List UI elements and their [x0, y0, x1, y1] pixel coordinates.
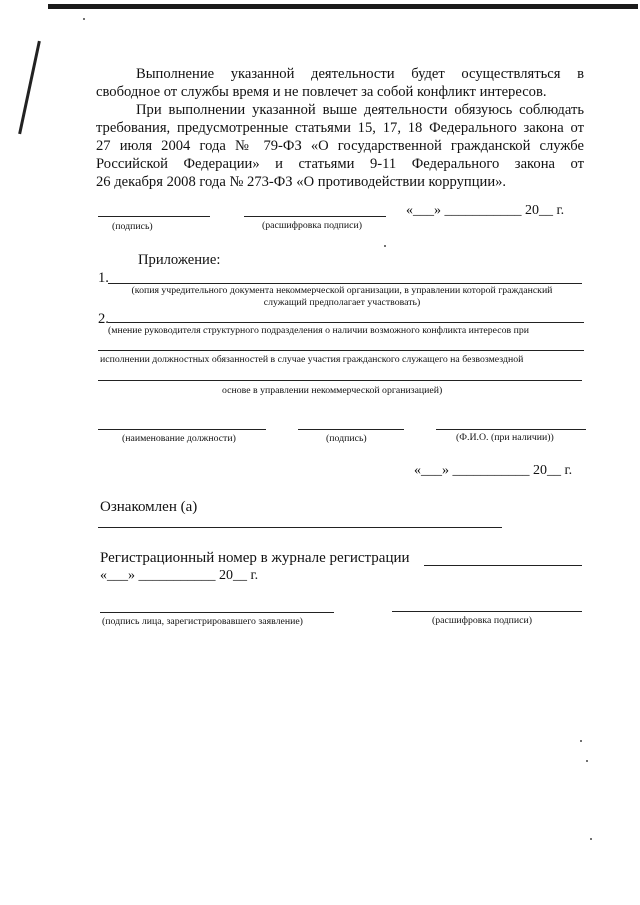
name-line[interactable] — [436, 429, 586, 430]
date-field[interactable]: «___» ___________ 20__ г. — [406, 203, 565, 218]
scan-speck — [384, 245, 386, 247]
signature-line[interactable] — [298, 429, 404, 430]
paragraph-text: 26 декабря 2008 года № 273-ФЗ «О противодействии коррупции». — [96, 174, 507, 190]
paragraph-text: свободное от службы время и не повлечет за собой конфликт интересов. — [96, 84, 547, 100]
paragraph-text: При выполнении указанной выше деятельности обязуюсь соблюдать — [136, 102, 584, 118]
name-caption: (Ф.И.О. (при наличии)) — [456, 432, 554, 443]
signature-transcript-caption: (расшифровка подписи) — [262, 220, 363, 231]
paragraph-text: 27 июля 2004 года № 79-ФЗ «О государственной гражданской службе — [96, 138, 584, 154]
attachment-2-caption: основе в управлении некоммерческой организацией) — [222, 385, 443, 396]
signature-transcript-line[interactable] — [244, 216, 386, 217]
attachment-2-caption: (мнение руководителя структурного подразделения о наличии возможного конфликта интересов при — [108, 325, 529, 336]
scan-speck — [580, 740, 582, 742]
attachment-2-caption: исполнении должностных обязанностей в случае участия гражданского служащего на безвозмездной — [100, 354, 524, 365]
scan-top-edge — [48, 4, 638, 9]
attachment-2-line[interactable] — [98, 380, 582, 381]
signature-caption: (подпись) — [326, 433, 367, 444]
registration-label: Регистрационный номер в журнале регистрации — [100, 550, 410, 566]
paragraph-text: требования, предусмотренные статьями 15, 17, 18 Федерального закона от — [96, 120, 584, 136]
registrar-caption: (подпись лица, зарегистрировавшего заявление) — [102, 616, 303, 627]
acknowledged-line[interactable] — [98, 527, 502, 528]
scan-margin-mark — [18, 41, 41, 135]
registration-number-line[interactable] — [424, 565, 582, 566]
paragraph-text: Российской Федерации» и статьями 9-11 Федерального закона от — [96, 156, 584, 172]
signature-line[interactable] — [98, 216, 210, 217]
scan-speck — [590, 838, 592, 840]
registrar-signature-line[interactable] — [100, 612, 334, 613]
scan-speck — [83, 18, 85, 20]
signature-caption: (подпись) — [112, 221, 153, 232]
registrar-transcript-caption: (расшифровка подписи) — [432, 615, 533, 626]
attachment-2-line[interactable] — [98, 350, 584, 351]
attachment-1-caption: (копия учредительного документа некоммерческой организации, в управлении которой гражданский служащий предполагает участвовать) — [131, 285, 553, 308]
date-field[interactable]: «___» ___________ 20__ г. — [414, 463, 573, 478]
attachments-heading: Приложение: — [138, 252, 221, 268]
attachment-1-line[interactable] — [108, 283, 582, 284]
scan-speck — [586, 760, 588, 762]
position-caption: (наименование должности) — [122, 433, 236, 444]
registrar-transcript-line[interactable] — [392, 611, 582, 612]
attachment-number: 1. — [98, 270, 109, 286]
acknowledged-label: Ознакомлен (а) — [100, 499, 198, 515]
attachment-2-line[interactable] — [108, 322, 584, 323]
position-line[interactable] — [98, 429, 266, 430]
registration-date-field[interactable]: «___» ___________ 20__ г. — [100, 568, 259, 583]
attachment-number: 2. — [98, 311, 109, 327]
paragraph-text: Выполнение указанной деятельности будет осуществляться в — [136, 66, 584, 82]
